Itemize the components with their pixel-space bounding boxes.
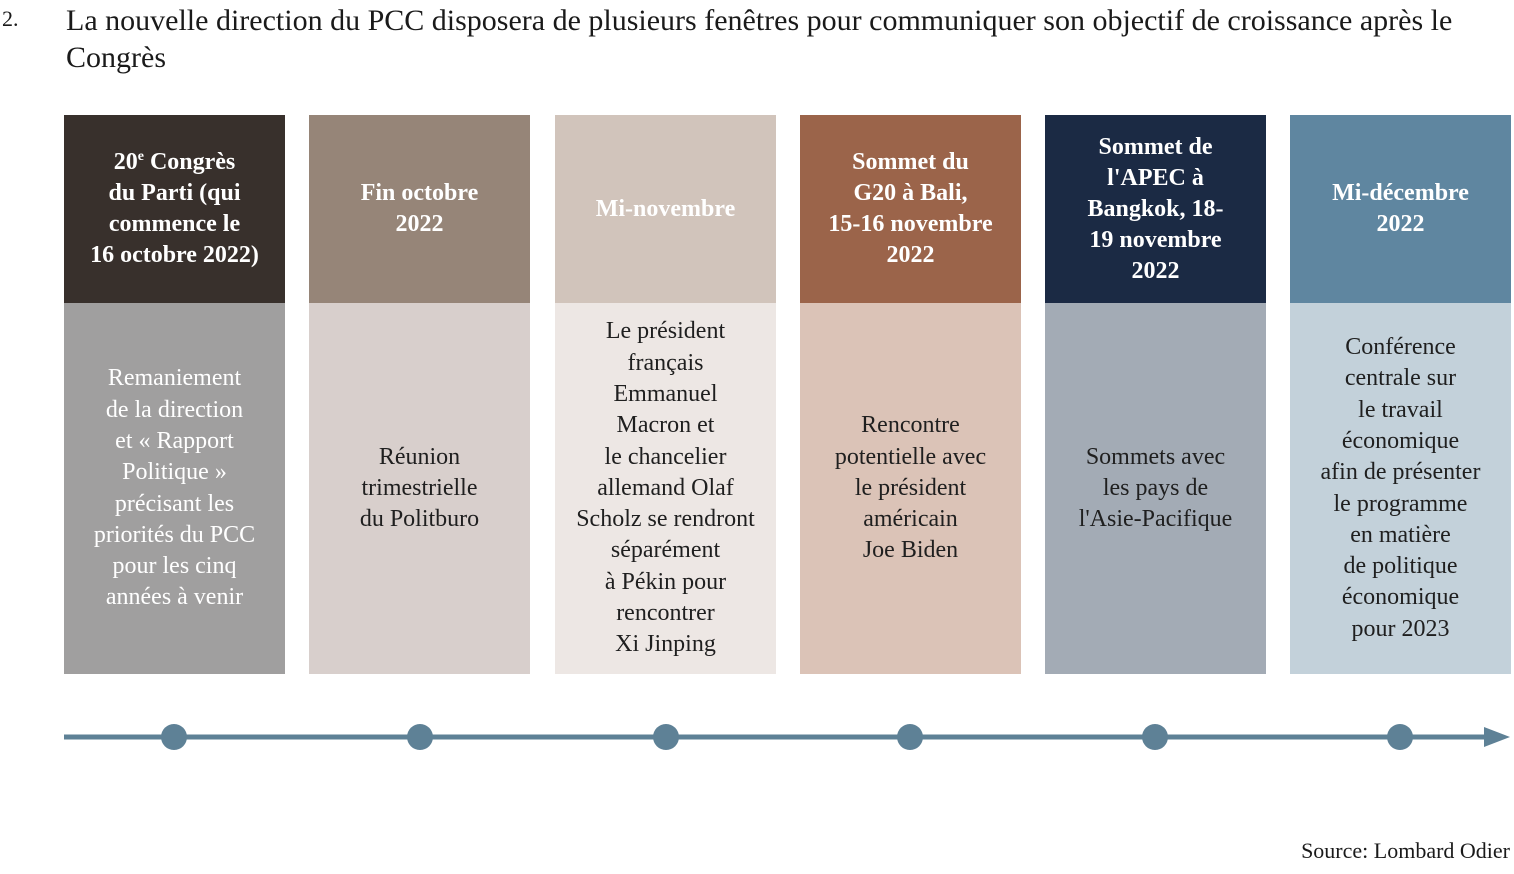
column-g20-bali (800, 115, 1021, 674)
timeline-marker (407, 724, 433, 750)
timeline-columns (64, 115, 1511, 674)
column-body-text: Conférence centrale sur le travail économique afin de présenter le programme en matière de politique économique pour 2023 (1320, 334, 1481, 642)
timeline-marker (897, 724, 923, 750)
column-header (1045, 115, 1266, 303)
chart-header (0, 2, 1514, 82)
column-body (1290, 303, 1511, 674)
column-header-text: Sommet du G20 à Bali, 15-16 novembre 2022 (828, 149, 993, 268)
timeline-marker (1142, 724, 1168, 750)
column-body-text: Rencontre potentielle avec le président américain Joe Biden (834, 412, 987, 564)
timeline-marker (1387, 724, 1413, 750)
column-header-text (90, 147, 259, 271)
column-body-text: Le président français Emmanuel Macron et le chancelier allemand Olaf Scholz se rendront séparément à Pékin pour rencontrer Xi Jinping (576, 318, 755, 658)
source-note: Source: Lombard Odier (1301, 838, 1510, 863)
column-header (1290, 115, 1511, 303)
column-header (64, 115, 285, 303)
column-header-text: Sommet de l'APEC à Bangkok, 18- 19 novembre 2022 (1087, 133, 1224, 284)
column-body (555, 303, 776, 674)
column-body (309, 303, 530, 674)
figure-number: 2. (2, 6, 19, 31)
column-header-text: Mi-décembre 2022 (1332, 180, 1469, 237)
column-header-prefix: 20 (113, 149, 138, 175)
timeline-arrowhead (1484, 727, 1510, 747)
column-party-congress (64, 115, 285, 674)
timeline-marker (653, 724, 679, 750)
column-body (1045, 303, 1266, 674)
column-header (555, 115, 776, 303)
column-end-october (309, 115, 530, 674)
column-body (800, 303, 1021, 674)
column-body (64, 303, 285, 674)
column-apec-bangkok (1045, 115, 1266, 674)
column-header (309, 115, 530, 303)
column-header-rest: Congrès du Parti (qui commence le 16 octobre 2022) (90, 149, 259, 268)
timeline-marker (161, 724, 187, 750)
column-header-text: Fin octobre 2022 (360, 180, 479, 237)
column-header-text: Mi-novembre (595, 195, 736, 222)
column-header (800, 115, 1021, 303)
column-mid-november (555, 115, 776, 674)
column-mid-december (1290, 115, 1511, 674)
column-body-text: Remaniement de la direction et « Rapport Politique » précisant les priorités du PCC pour les cinq années à venir (93, 365, 256, 611)
figure-title: La nouvelle direction du PCC disposera de plusieurs fenêtres pour communiquer son objectif de croissance après le Congrès (66, 4, 1453, 74)
column-body-text: Réunion trimestrielle du Politburo (359, 443, 480, 533)
column-body-text: Sommets avec les pays de l'Asie-Pacifique (1078, 443, 1233, 533)
ordinal-superscript: e (137, 149, 144, 164)
